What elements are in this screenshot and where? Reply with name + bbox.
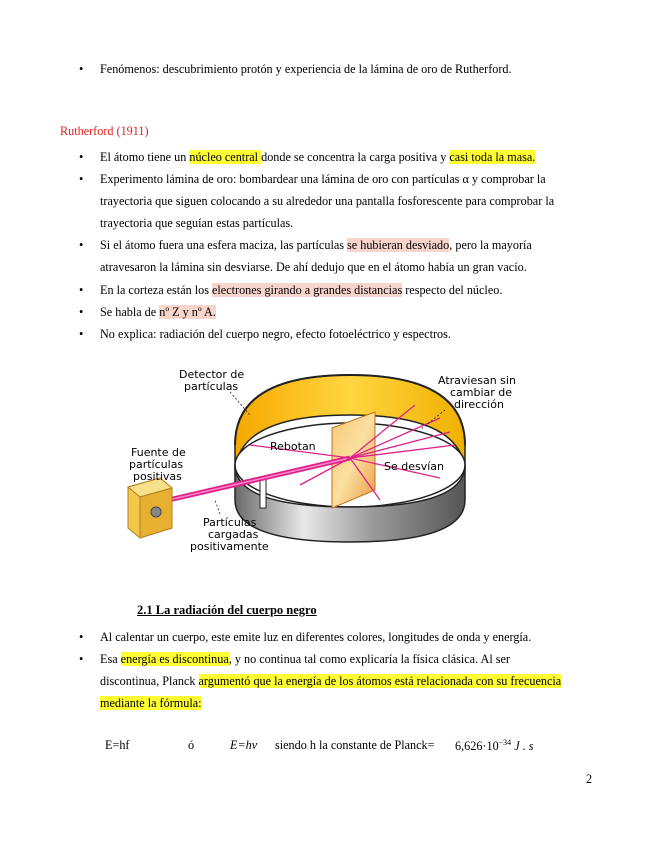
page-number: 2 <box>586 772 593 786</box>
bullet-dot: • <box>79 150 84 164</box>
text-run: Esa <box>100 652 121 666</box>
highlight-electrones: electrones girando a grandes distancias <box>212 283 403 297</box>
bullet-dot: • <box>79 62 84 76</box>
bullet-dot: • <box>79 652 84 666</box>
bullet-text: atravesaron la lámina sin desviarse. De ahí dedujo que en el átomo había un gran vacío. <box>100 260 527 274</box>
text-run: , pero la mayoría <box>449 238 532 252</box>
label-fuente-2: partículas <box>129 458 184 471</box>
label-atraviesan-3: dirección <box>454 398 504 411</box>
highlight-z-a: nº Z y nº A. <box>159 305 216 319</box>
planck-mantissa: 6,626·10 <box>455 739 499 754</box>
bullet-text: trayectoria que siguen colocando a su alrededor una pantalla fosforescente para comprobar la <box>100 194 555 208</box>
bullet-text <box>100 648 600 670</box>
highlight-desviado: se hubieran desviado <box>347 238 450 252</box>
text-run: , y no continua tal como explicaría la física clásica. Al ser <box>228 652 510 666</box>
formula-value <box>455 738 534 754</box>
highlight-nucleo: núcleo central <box>189 150 262 164</box>
rutherford-experiment-diagram <box>120 360 520 560</box>
bullet-text: Al calentar un cuerpo, este emite luz en diferentes colores, longitudes de onda y energía. <box>100 630 532 644</box>
text-run: discontinua, Planck <box>100 674 199 688</box>
highlight-energia: energía es discontinua <box>120 652 229 666</box>
formula-ehf: E=hf <box>105 738 130 752</box>
bullet-dot: • <box>79 172 84 186</box>
label-atraviesan-1: Atraviesan sin <box>438 374 516 387</box>
text-run: donde se concentra la carga positiva y <box>261 150 450 164</box>
label-rebotan: Rebotan <box>270 440 316 453</box>
text-run: respecto del núcleo. <box>402 283 503 297</box>
highlight-argumento: argumentó que la energía de los átomos está relacionada con su frecuencia <box>198 674 562 688</box>
bullet-text: Experimento lámina de oro: bombardear una lámina de oro con partículas α y comprobar la <box>100 172 546 186</box>
section-title: 2.1 La radiación del cuerpo negro <box>137 603 317 617</box>
label-atraviesan-2: cambiar de <box>450 386 513 399</box>
label-detector-2: partículas <box>184 380 239 393</box>
label-fuente-3: positivas <box>133 470 182 483</box>
label-fuente-1: Fuente de <box>131 446 186 459</box>
bullet-text <box>100 301 600 323</box>
label-cargadas-1: Partículas <box>203 516 257 529</box>
bullet-text: No explica: radiación del cuerpo negro, efecto fotoeléctrico y espectros. <box>100 327 451 341</box>
bullet-dot: • <box>79 305 84 319</box>
text-run: El átomo tiene un <box>100 150 190 164</box>
planck-exponent: −34 <box>498 738 512 747</box>
formula-siendo: siendo h la constante de Planck= <box>275 738 435 752</box>
label-cargadas-2: cargadas <box>208 528 259 541</box>
text-run: Se habla de <box>100 305 160 319</box>
bullet-text <box>100 692 600 714</box>
bullet-dot: • <box>79 327 84 341</box>
text-run: Si el átomo fuera una esfera maciza, las partículas <box>100 238 348 252</box>
bullet-dot: • <box>79 238 84 252</box>
label-se-desvian: Se desvían <box>384 460 445 473</box>
bullet-dot: • <box>79 283 84 297</box>
rutherford-heading: Rutherford (1911) <box>60 124 149 138</box>
bullet-text <box>100 234 600 256</box>
label-detector-1: Detector de <box>179 368 245 381</box>
bullet-text <box>100 146 600 168</box>
formula-ehv: E=hν <box>230 738 258 752</box>
bullet-text: Fenómenos: descubrimiento protón y experiencia de la lámina de oro de Rutherford. <box>100 62 512 76</box>
bullet-text <box>100 279 600 301</box>
label-cargadas-3: positivamente <box>190 540 269 553</box>
planck-units: J . s <box>514 739 534 754</box>
text-run: En la corteza están los <box>100 283 213 297</box>
highlight-masa: casi toda la masa. <box>449 150 536 164</box>
highlight-formula: mediante la fórmula: <box>100 696 202 710</box>
bullet-text <box>100 670 600 692</box>
formula-o: ó <box>188 738 195 752</box>
bullet-text: trayectoria que seguían estas partículas. <box>100 216 294 230</box>
bullet-dot: • <box>79 630 84 644</box>
